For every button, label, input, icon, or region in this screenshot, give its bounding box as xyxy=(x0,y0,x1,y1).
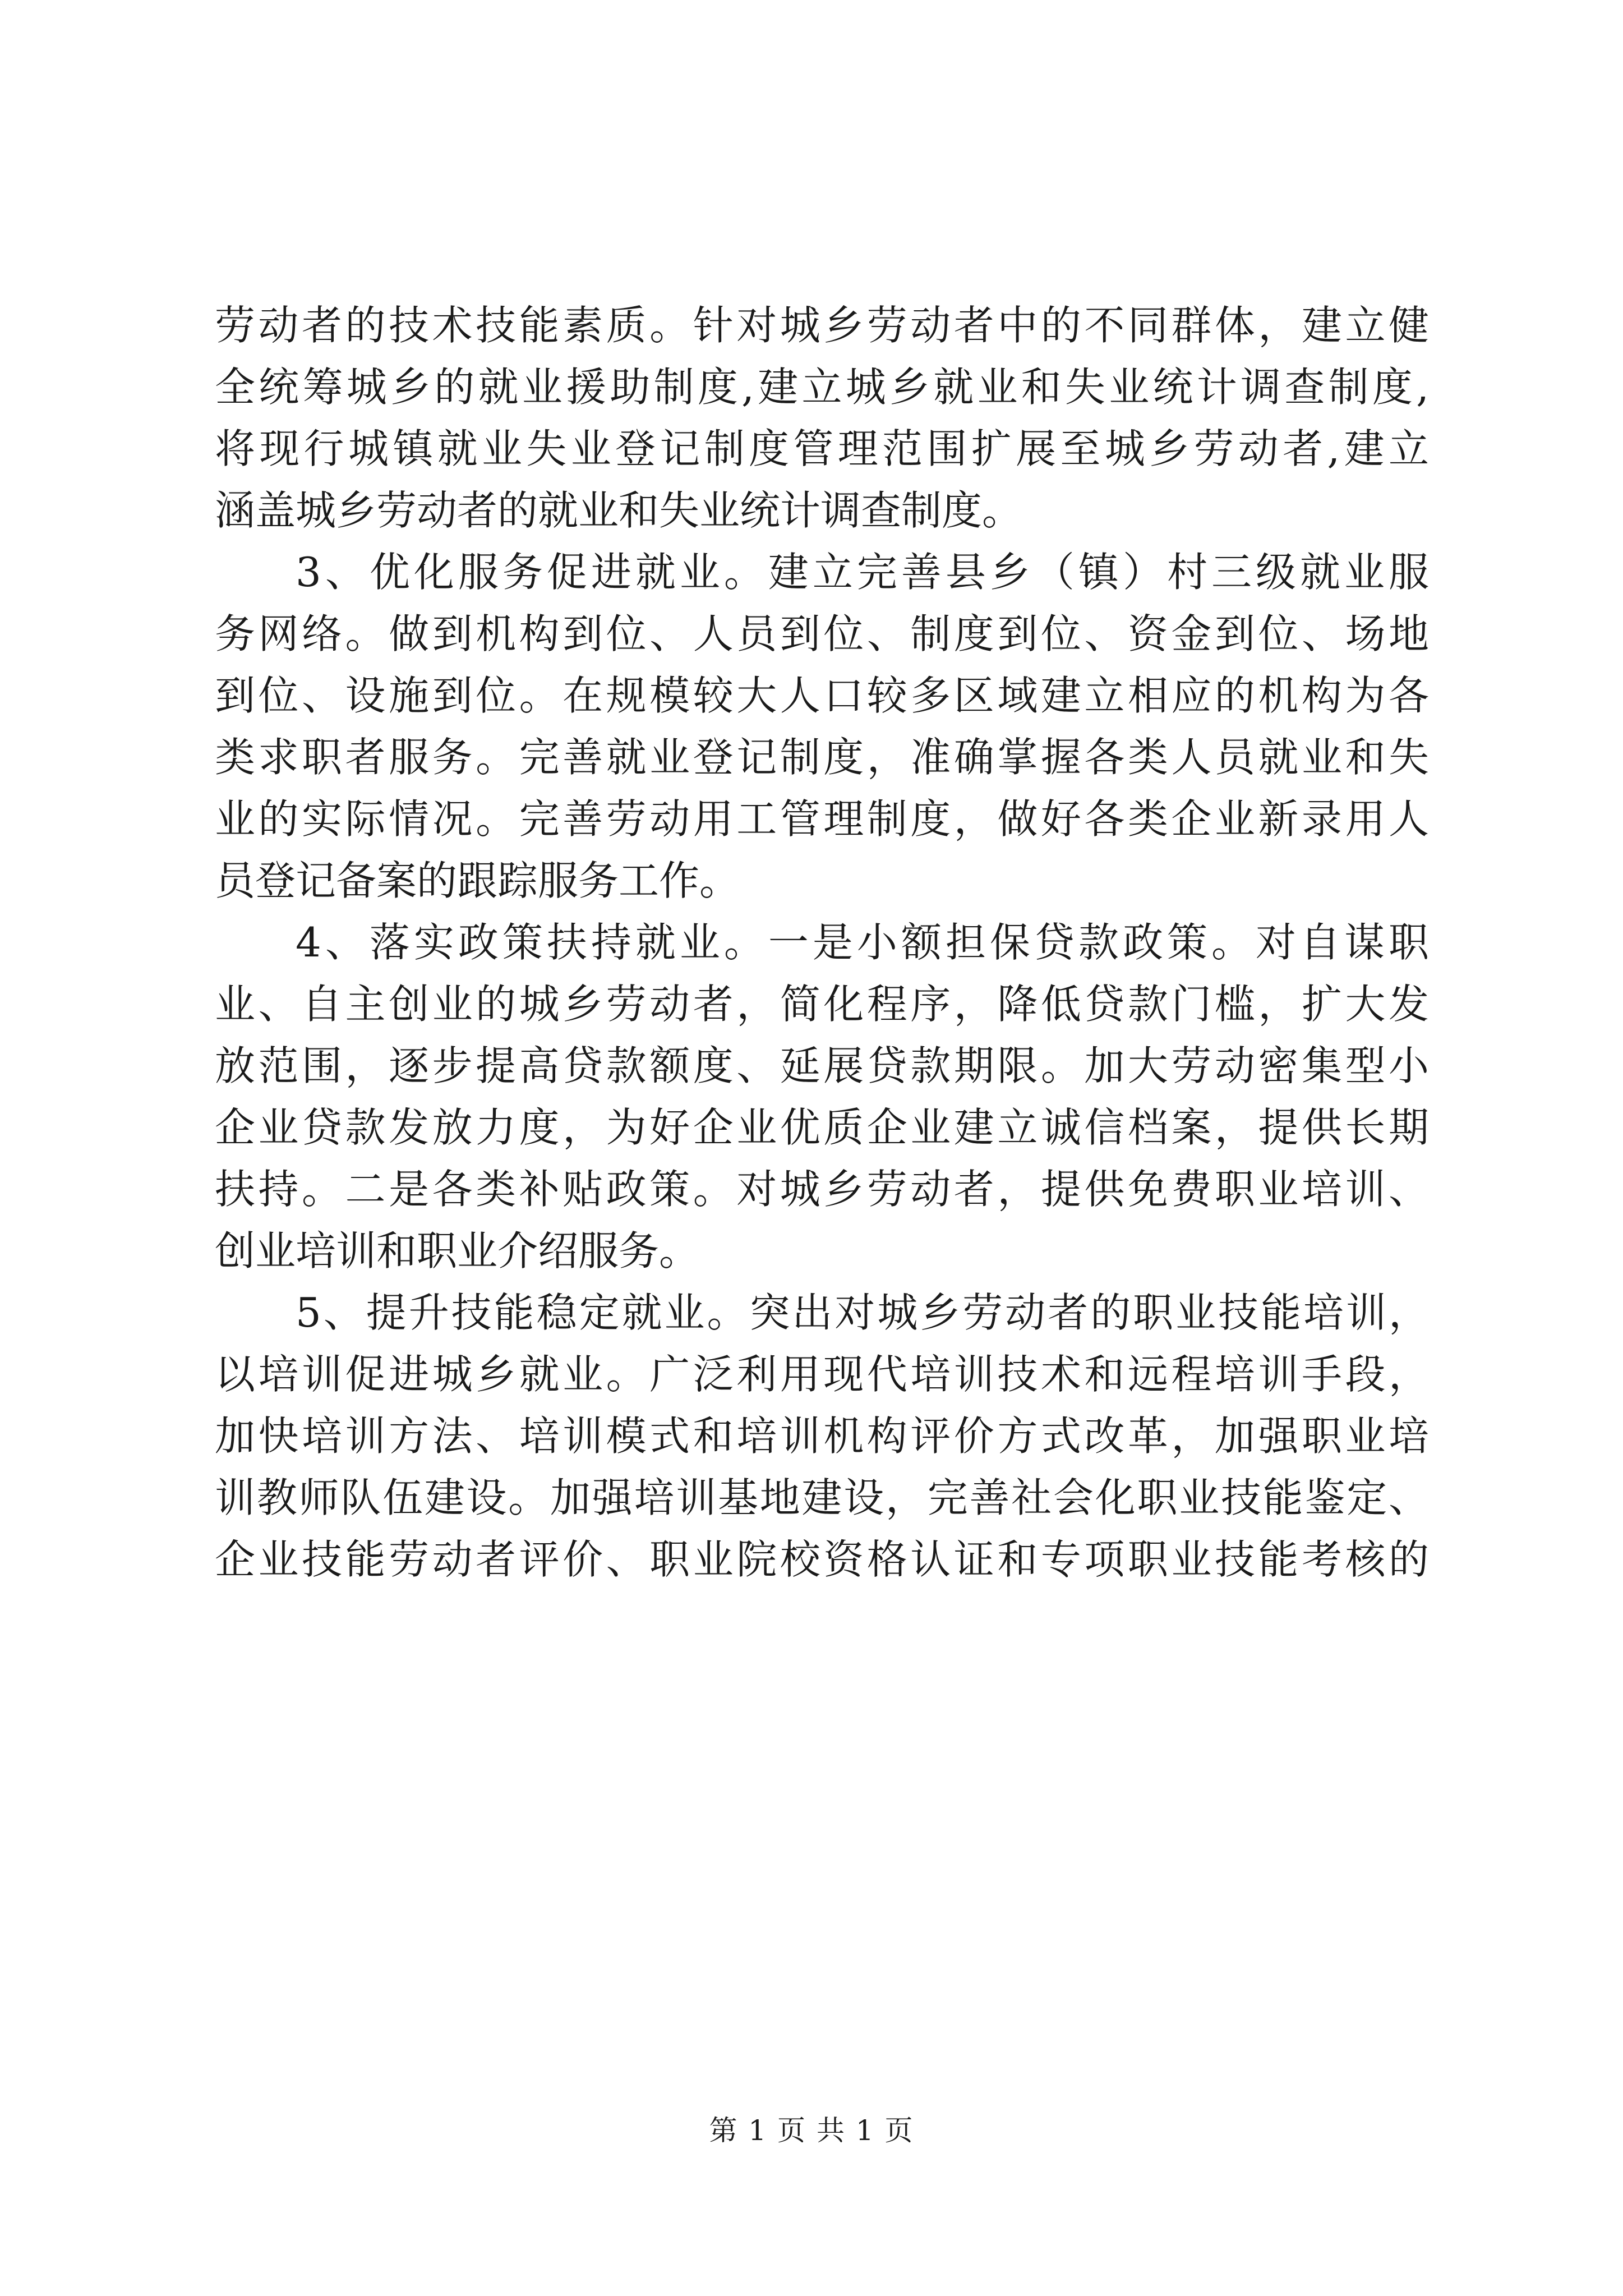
text-line: 5、提升技能稳定就业。突出对城乡劳动者的职业技能培训， xyxy=(296,1289,1429,1336)
text-line: 类求职者服务。完善就业登记制度，准确掌握各类人员就业和失 xyxy=(215,734,1429,781)
text-line: 业、自主创业的城乡劳动者，简化程序，降低贷款门槛，扩大发 xyxy=(215,981,1429,1028)
text-line: 放范围，逐步提高贷款额度、延展贷款期限。加大劳动密集型小 xyxy=(215,1042,1429,1089)
text-line: 劳动者的技术技能素质。针对城乡劳动者中的不同群体，建立健 xyxy=(215,302,1429,349)
text-line: 全统筹城乡的就业援助制度,建立城乡就业和失业统计调查制度, xyxy=(215,364,1429,411)
text-line: 以培训促进城乡就业。广泛利用现代培训技术和远程培训手段， xyxy=(215,1351,1429,1398)
text-line: 3、优化服务促进就业。建立完善县乡（镇）村三级就业服 xyxy=(296,549,1429,596)
text-line: 训教师队伍建设。加强培训基地建设，完善社会化职业技能鉴定、 xyxy=(215,1474,1429,1521)
text-line: 务网络。做到机构到位、人员到位、制度到位、资金到位、场地 xyxy=(215,610,1429,657)
text-line: 4、落实政策扶持就业。一是小额担保贷款政策。对自谋职 xyxy=(296,919,1429,966)
text-line: 员登记备案的跟踪服务工作。 xyxy=(215,857,740,904)
body-text xyxy=(215,295,1429,1590)
text-line: 将现行城镇就业失业登记制度管理范围扩展至城乡劳动者,建立 xyxy=(215,425,1429,472)
page-footer: 第 1 页 共 1 页 xyxy=(709,2114,914,2147)
text-line: 企业贷款发放力度，为好企业优质企业建立诚信档案，提供长期 xyxy=(215,1104,1429,1151)
text-line: 涵盖城乡劳动者的就业和失业统计调查制度。 xyxy=(215,487,1023,534)
text-line: 到位、设施到位。在规模较大人口较多区域建立相应的机构为各 xyxy=(215,672,1429,719)
text-line: 业的实际情况。完善劳动用工管理制度，做好各类企业新录用人 xyxy=(215,795,1429,843)
text-line: 企业技能劳动者评价、职业院校资格认证和专项职业技能考核的 xyxy=(215,1536,1429,1583)
text-line: 创业培训和职业介绍服务。 xyxy=(215,1227,700,1274)
text-line: 加快培训方法、培训模式和培训机构评价方式改革，加强职业培 xyxy=(215,1412,1429,1460)
text-line: 扶持。二是各类补贴政策。对城乡劳动者，提供免费职业培训、 xyxy=(215,1166,1429,1213)
